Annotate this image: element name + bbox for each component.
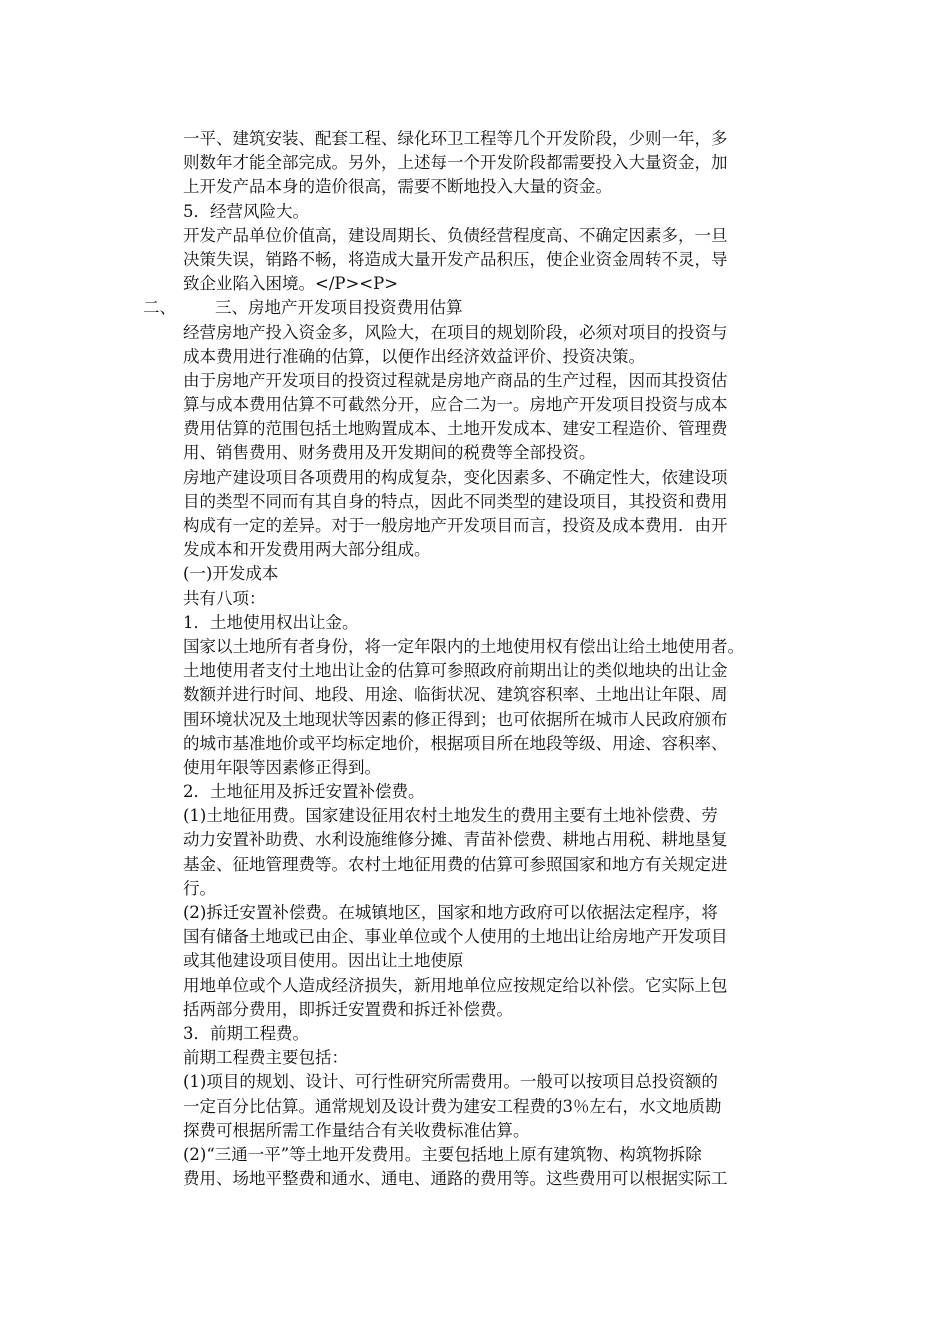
- document-body: [143, 127, 823, 1191]
- section-heading-text: 三、房地产开发项目投资费用估算: [215, 298, 463, 318]
- text-line: 使用年限等因素修正得到。: [183, 757, 381, 777]
- section-heading-number: 二、: [143, 298, 176, 318]
- text-line: (1)项目的规划、设计、可行性研究所需费用。一般可以按项目总投资额的: [183, 1072, 718, 1092]
- text-line: 由于房地产开发项目的投资过程就是房地产商品的生产过程，因而其投资估: [183, 370, 728, 390]
- text-line: 则数年才能全部完成。另外，上述每一个开发阶段都需要投入大量资金，加: [183, 153, 728, 173]
- text-line: 致企业陷入困境。</P><P>: [183, 274, 399, 294]
- text-line: 基金、征地管理费等。农村土地征用费的估算可参照国家和地方有关规定进: [183, 854, 728, 874]
- text-line: 成本费用进行准确的估算，以便作出经济效益评价、投资决策。: [183, 346, 645, 366]
- text-line: 国有储备土地或已由企、事业单位或个人使用的土地出让给房地产开发项目: [183, 927, 728, 947]
- text-line: 费用估算的范围包括土地购置成本、土地开发成本、建安工程造价、管理费: [183, 419, 728, 439]
- text-line: 房地产建设项目各项费用的构成复杂，变化因素多、不确定性大，依建设项: [183, 467, 728, 487]
- text-line: 国家以土地所有者身份，将一定年限内的土地使用权有偿出让给土地使用者。: [183, 636, 744, 656]
- text-line: 经营房地产投入资金多，风险大，在项目的规划阶段，必须对项目的投资与: [183, 322, 728, 342]
- item-title: 1．土地使用权出让金。: [183, 612, 359, 632]
- text-line: 前期工程费主要包括：: [183, 1048, 348, 1068]
- item-title: 3．前期工程费。: [183, 1023, 309, 1043]
- text-line: 发成本和开发费用两大部分组成。: [183, 540, 431, 560]
- text-line: 上开发产品本身的造价很高，需要不断地投入大量的资金。: [183, 177, 612, 197]
- text-line: 用、销售费用、财务费用及开发期间的税费等全部投资。: [183, 443, 596, 463]
- subsection-title: (一)开发成本: [183, 564, 279, 584]
- text-line: 开发产品单位价值高，建设周期长、负债经营程度高、不确定因素多，一旦: [183, 225, 728, 245]
- text-line: 数额并进行时间、地段、用途、临街状况、建筑容积率、土地出让年限、周: [183, 685, 728, 705]
- text-line: 括两部分费用，即拆迁安置费和拆迁补偿费。: [183, 999, 513, 1019]
- text-line: 土地使用者支付土地出让金的估算可参照政府前期出让的类似地块的出让金: [183, 661, 728, 681]
- text-line: 共有八项：: [183, 588, 266, 608]
- text-line: 探费可根据所需工作量结合有关收费标准估算。: [183, 1120, 530, 1140]
- text-line: 一定百分比估算。通常规划及设计费为建安工程费的3％左右，水文地质勘: [183, 1096, 722, 1116]
- text-line: 动力安置补助费、水利设施维修分摊、青苗补偿费、耕地占用税、耕地垦复: [183, 830, 728, 850]
- text-line: 一平、建筑安装、配套工程、绿化环卫工程等几个开发阶段，少则一年，多: [183, 129, 728, 148]
- text-line: 算与成本费用估算不可截然分开，应合二为一。房地产开发项目投资与成本: [183, 395, 728, 415]
- text-line: 目的类型不同而有其自身的特点，因此不同类型的建设项目，其投资和费用: [183, 491, 728, 511]
- text-line: 用地单位或个人造成经济损失，新用地单位应按规定给以补偿。它实际上包: [183, 975, 728, 995]
- item-title: 2．土地征用及拆迁安置补偿费。: [183, 782, 425, 802]
- text-line: (2)拆迁安置补偿费。在城镇地区，国家和地方政府可以依据法定程序，将: [183, 903, 718, 922]
- text-line: 费用、场地平整费和通水、通电、通路的费用等。这些费用可以根据实际工: [183, 1169, 728, 1189]
- text-line: 构成有一定的差异。对于一般房地产开发项目而言，投资及成本费用．由开: [183, 516, 728, 535]
- text-line: 的城市基准地价或平均标定地价，根据项目所在地段等级、用途、容积率、: [183, 733, 728, 753]
- text-line: 行。: [183, 878, 216, 898]
- text-line: (2)“三通一平”等土地开发费用。主要包括地上原有建筑物、构筑物拆除: [183, 1144, 702, 1164]
- text-line: 或其他建设项目使用。因出让土地使原: [183, 951, 464, 971]
- section-heading: [143, 296, 823, 320]
- text-line: 5．经营风险大。: [183, 201, 309, 221]
- text-line: 围环境状况及土地现状等因素的修正得到；也可依据所在城市人民政府颁布: [183, 709, 728, 729]
- text-line: (1)土地征用费。国家建设征用农村土地发生的费用主要有土地补偿费、劳: [183, 806, 718, 826]
- text-line: 决策失误，销路不畅，将造成大量开发产品积压，使企业资金周转不灵，导: [183, 249, 728, 269]
